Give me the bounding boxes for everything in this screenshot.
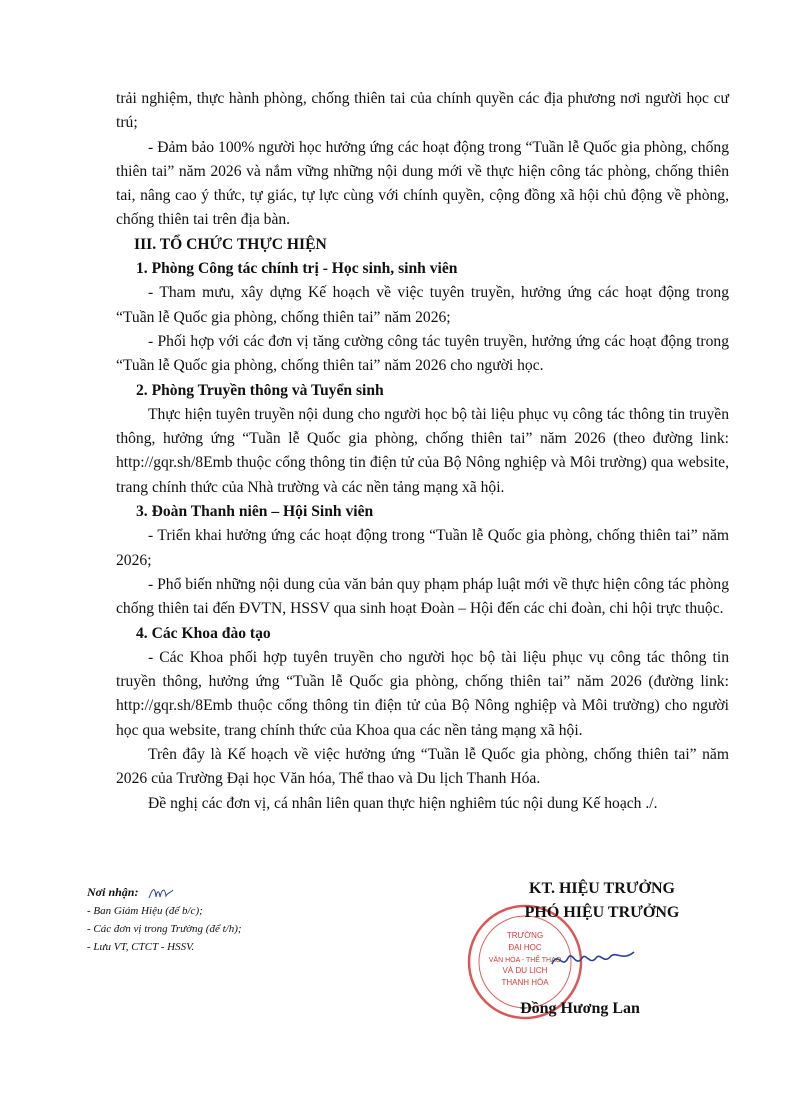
paragraph-ensure: - Đảm bảo 100% người học hưởng ứng các hoạt động trong “Tuần lễ Quốc gia phòng, chống thiên tai” năm 2026 và nắm vững những nội dung mới về thực hiện công tác phòng, chống thiên tai, nâng cao ý thức, tự giác, tự lực cùng với chính quyền, cộng đồng xã hội chủ động về phòng, chống thiên tai trên địa bàn. <box>116 138 729 229</box>
seal-text: ĐẠI HỌC <box>508 943 542 952</box>
initial-mark <box>147 885 175 901</box>
signature-block <box>460 880 710 1030</box>
paragraph-intro: trải nghiệm, thực hành phòng, chống thiên tai của chính quyền các địa phương nơi người học cư trú; <box>116 90 729 132</box>
paragraph-h3-2: - Phổ biến những nội dung của văn bản quy phạm pháp luật mới về thực hiện công tác phòng chống thiên tai đến ĐVTN, HSSV qua sinh hoạt Đoàn – Hội đến các chi đoàn, chi hội trực thuộc. <box>116 575 729 618</box>
seal-text: VĂN HÓA - THỂ THAO <box>488 957 562 964</box>
recipient-item: - Lưu VT, CTCT - HSSV. <box>87 941 195 953</box>
seal-text: THANH HÓA <box>501 978 549 987</box>
signer-name: Đồng Hương Lan <box>520 1000 640 1017</box>
paragraph-closing-1: Trên đây là Kế hoạch về việc hưởng ứng “Tuần lễ Quốc gia phòng, chống thiên tai” năm 2026 của Trường Đại học Văn hóa, Thể thao và Du lịch Thanh Hóa. <box>116 746 729 788</box>
paragraph-h1-1: - Tham mưu, xây dựng Kế hoạch về việc tuyên truyền, hưởng ứng các hoạt động trong “Tuần lễ Quốc gia phòng, chống thiên tai” năm 2026; <box>116 284 729 326</box>
paragraph-h2-1: Thực hiện tuyên truyền nội dung cho người học bộ tài liệu phục vụ công tác thông tin truyền thông, hưởng ứng “Tuần lễ Quốc gia phòng, chống thiên tai” năm 2026 (theo đường link: http://gqr.sh/8Emb thuộc cổng thông tin điện tử của Bộ Nông nghiệp và Môi trường) qua website, trang chính thức của Nhà trường và các nền tảng mạng xã hội. <box>116 405 729 496</box>
recipient-item: - Ban Giám Hiệu (để b/c); <box>87 905 203 917</box>
handwritten-signature <box>548 940 638 980</box>
paragraph-h4-1: - Các Khoa phối hợp tuyên truyền cho người học bộ tài liệu phục vụ công tác thông tin truyền thông, hưởng ứng “Tuần lễ Quốc gia phòng, chống thiên tai” năm 2026 (đường link: http://gqr.sh/8Emb thuộc cổng thông tin điện tử của Bộ Nông nghiệp và Môi trường) cho người học qua website, trang chính thức của Khoa qua các nền tảng mạng xã hội. <box>116 648 729 739</box>
heading-youth-union: 3. Đoàn Thanh niên – Hội Sinh viên <box>136 503 374 521</box>
signature-title-2: PHÓ HIỆU TRƯỞNG <box>524 904 680 921</box>
signature-title-1: KT. HIỆU TRƯỞNG <box>529 880 675 897</box>
paragraph-closing-2: Đề nghị các đơn vị, cá nhân liên quan thực hiện nghiêm túc nội dung Kế hoạch ./. <box>148 794 658 812</box>
paragraph-h1-2: - Phối hợp với các đơn vị tăng cường công tác tuyên truyền, hưởng ứng các hoạt động trong “Tuần lễ Quốc gia phòng, chống thiên tai” năm 2026 cho người học. <box>116 332 729 375</box>
recipient-item: - Các đơn vị trong Trường (để t/h); <box>87 923 242 935</box>
seal-text: TRƯỜNG <box>506 931 544 940</box>
document-body <box>116 87 729 816</box>
paragraph-h3-1: - Triển khai hưởng ứng các hoạt động trong “Tuần lễ Quốc gia phòng, chống thiên tai” năm 2026; <box>116 527 729 569</box>
heading-communications: 2. Phòng Truyền thông và Tuyển sinh <box>136 381 384 399</box>
heading-political-affairs: 1. Phòng Công tác chính trị - Học sinh, sinh viên <box>136 260 458 278</box>
recipients-title: Nơi nhận: <box>87 885 139 899</box>
heading-faculties: 4. Các Khoa đào tạo <box>136 624 271 642</box>
recipients-block <box>87 883 407 956</box>
section-heading: III. TỔ CHỨC THỰC HIỆN <box>134 235 327 253</box>
seal-text: VÀ DU LỊCH <box>502 966 548 975</box>
